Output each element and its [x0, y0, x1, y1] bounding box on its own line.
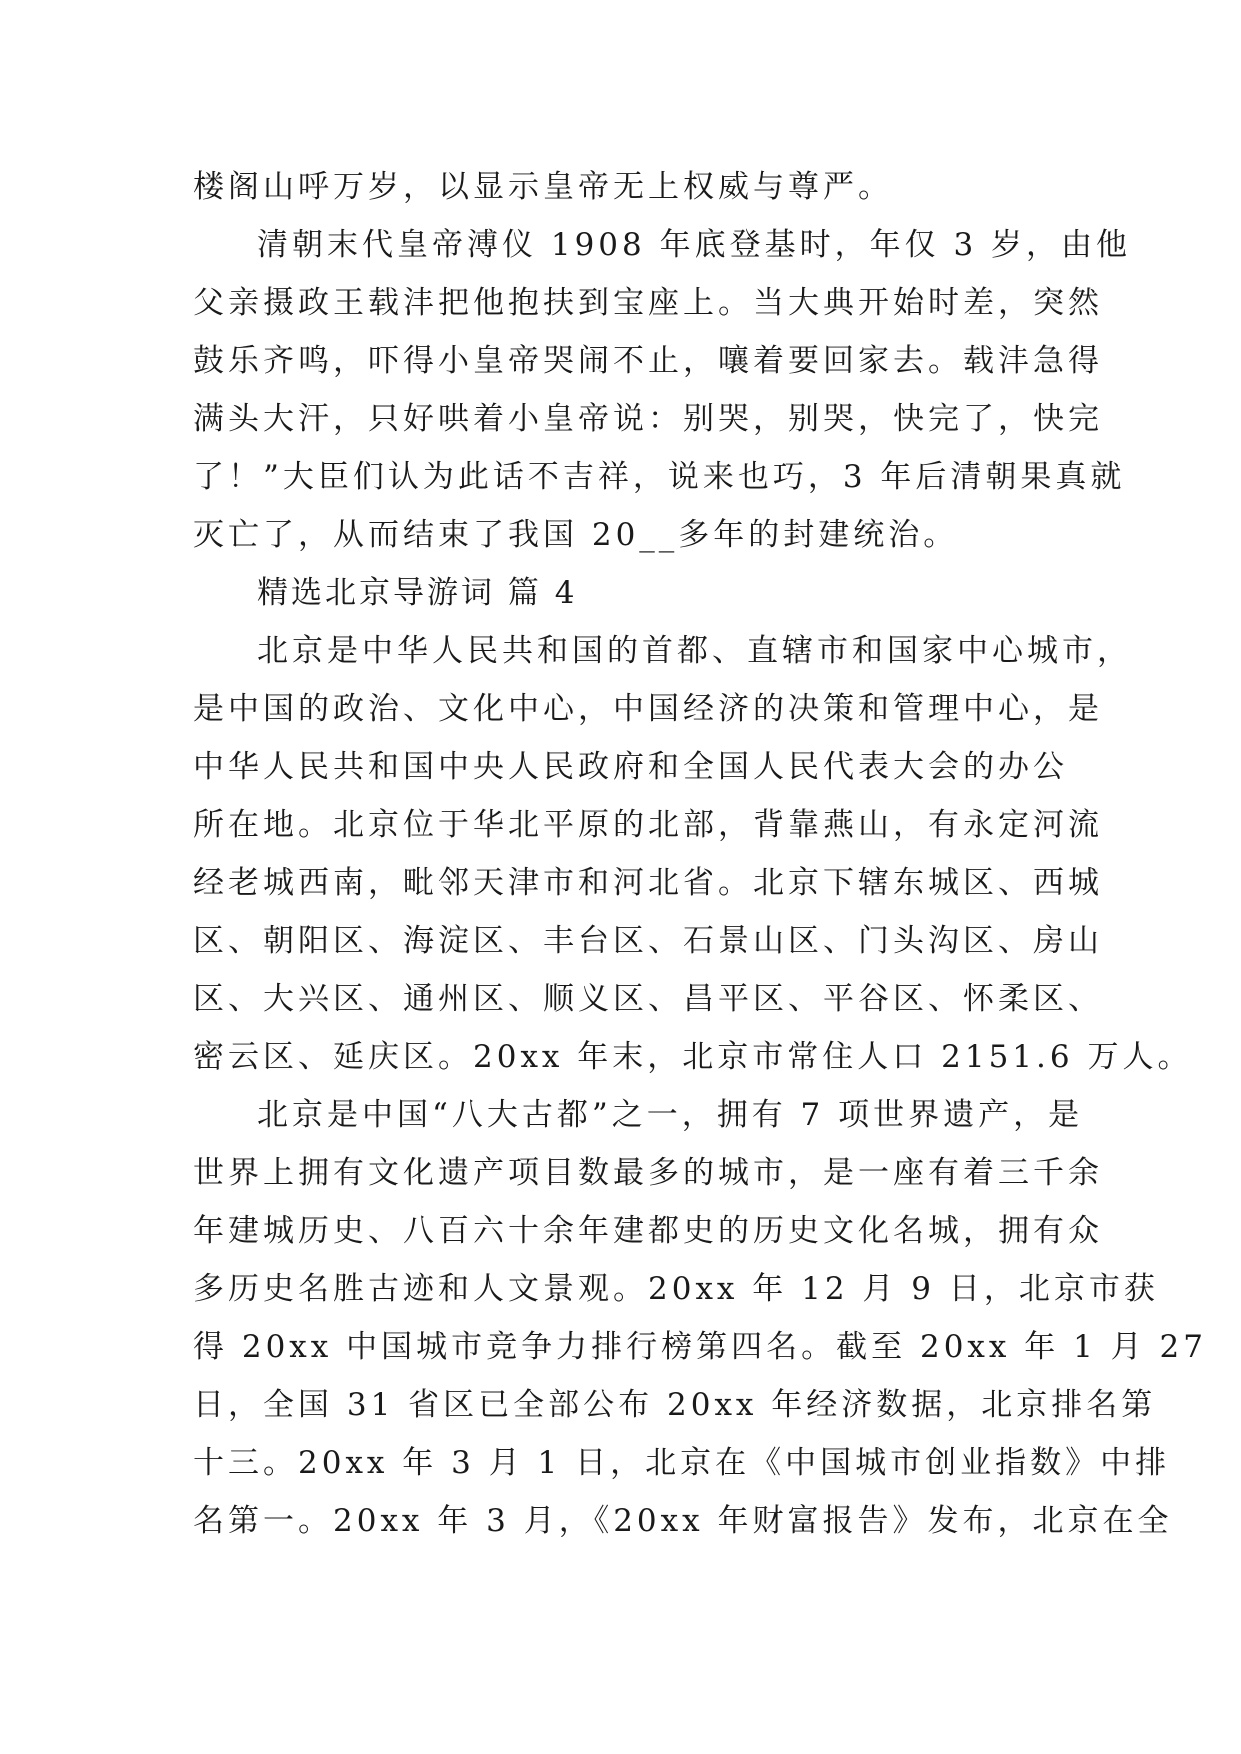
text-line: 得 20xx 中国城市竞争力排行榜第四名。截至 20xx 年 1 月 27 [193, 1329, 1207, 1365]
text-line: 满头大汗，只好哄着小皇帝说：别哭，别哭，快完了，快完 [193, 401, 1103, 437]
section-heading [193, 564, 1073, 622]
text-line: 中华人民共和国中央人民政府和全国人民代表大会的办公 [193, 749, 1068, 785]
paragraph-3 [193, 622, 1193, 1086]
text-line: 清朝末代皇帝溥仪 1908 年底登基时，年仅 3 岁，由他 [257, 227, 1132, 263]
text-line: 区、朝阳区、海淀区、丰台区、石景山区、门头沟区、房山 [193, 923, 1103, 959]
text-line: 北京是中华人民共和国的首都、直辖市和国家中心城市， [257, 633, 1132, 669]
text-line: 经老城西南，毗邻天津市和河北省。北京下辖东城区、西城 [193, 865, 1103, 901]
text-line: 世界上拥有文化遗产项目数最多的城市，是一座有着三千余 [193, 1155, 1103, 1191]
text-line: 了！”大臣们认为此话不吉祥，说来也巧，3 年后清朝果真就 [193, 459, 1126, 495]
section-heading-text: 精选北京导游词 篇 4 [257, 575, 578, 611]
text-line: 北京是中国“八大古都”之一，拥有 7 项世界遗产，是 [257, 1097, 1084, 1133]
paragraph-2 [193, 216, 1132, 564]
text-line: 多历史名胜古迹和人文景观。20xx 年 12 月 9 日，北京市获 [193, 1271, 1159, 1307]
paragraph-1 [193, 158, 1073, 216]
text-line: 十三。20xx 年 3 月 1 日，北京在《中国城市创业指数》中排 [193, 1445, 1171, 1481]
text-line: 区、大兴区、通州区、顺义区、昌平区、平谷区、怀柔区、 [193, 981, 1103, 1017]
text-line: 父亲摄政王载沣把他抱扶到宝座上。当大典开始时差，突然 [193, 285, 1103, 321]
text-line: 灭亡了，从而结束了我国 20__多年的封建统治。 [193, 517, 959, 553]
text-line: 是中国的政治、文化中心，中国经济的决策和管理中心，是 [193, 691, 1103, 727]
text-line: 所在地。北京位于华北平原的北部，背靠燕山，有永定河流 [193, 807, 1103, 843]
paragraph-4 [193, 1086, 1207, 1550]
text-line: 日，全国 31 省区已全部公布 20xx 年经济数据，北京排名第 [193, 1387, 1157, 1423]
text-line: 密云区、延庆区。20xx 年末，北京市常住人口 2151.6 万人。 [193, 1039, 1193, 1075]
document-body [193, 158, 1207, 1550]
text-line: 名第一。20xx 年 3 月，《20xx 年财富报告》发布，北京在全 [193, 1503, 1173, 1539]
text-line: 鼓乐齐鸣，吓得小皇帝哭闹不止，嚷着要回家去。载沣急得 [193, 343, 1103, 379]
text-line: 年建城历史、八百六十余年建都史的历史文化名城，拥有众 [193, 1213, 1103, 1249]
text-line: 楼阁山呼万岁，以显示皇帝无上权威与尊严。 [193, 169, 893, 205]
